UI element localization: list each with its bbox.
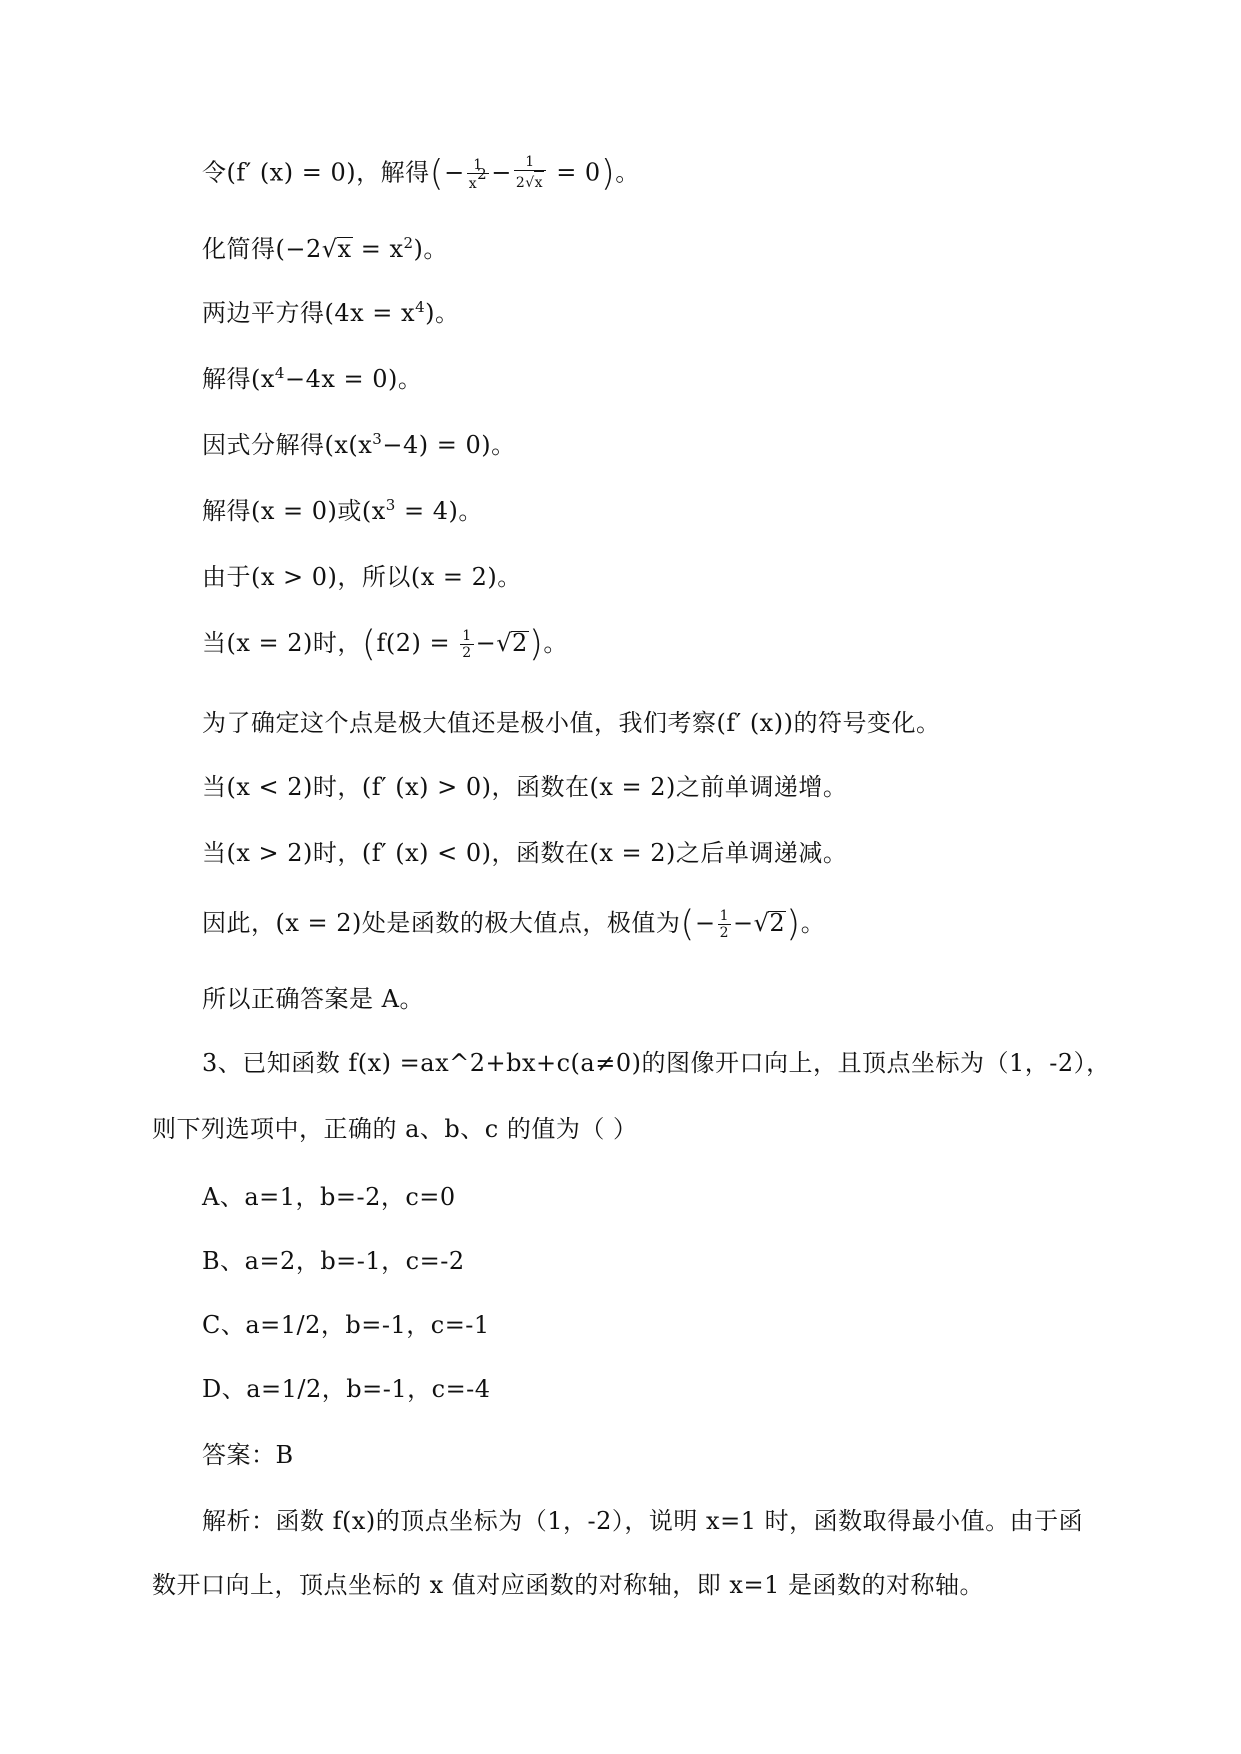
option-d [202,1372,491,1406]
den-base: x [468,175,478,192]
text: 由于(x > 0)，所以(x = 2)。 [202,563,522,591]
exponent: 2 [403,234,414,252]
text: )。 [425,299,460,327]
right-paren: ) [600,153,616,194]
minus: − [444,158,465,187]
text: 因此，(x = 2)处是函数的极大值点，极值为 [202,909,681,937]
text: 所以正确答案是 A。 [202,985,424,1013]
text: 解析：函数 f(x)的顶点坐标为（1，-2），说明 x=1 时，函数取得最小值。由于函 [202,1507,1084,1535]
fraction-2 [514,154,546,194]
solution-line-10 [202,770,847,804]
right-paren: ) [528,623,544,665]
numerator: 1 [514,154,546,171]
text: −4x = 0)。 [284,365,423,393]
text: 为了确定这个点是极大值还是极小值，我们考察(f′ (x))的符号变化。 [202,709,941,737]
denominator [467,164,489,192]
denominator: 2 [462,645,472,661]
den-coef: 2 [515,175,526,191]
text: C、a=1/2，b=-1，c=-1 [202,1311,490,1339]
text: B、a=2，b=-1，c=-2 [202,1247,465,1275]
text: 则下列选项中，正确的 a、b、c 的值为（ ） [152,1115,638,1143]
numerator: 1 [467,157,489,174]
text: 令(f′ (x) = 0)，解得 [202,158,430,187]
analysis-line-1 [202,1504,1083,1538]
exponent: 3 [385,496,396,514]
sqrt-radicand: 2 [512,629,528,657]
solution-line-3 [202,296,460,330]
question-3-line-1 [202,1046,1111,1080]
option-b [202,1244,465,1278]
solution-line-4 [202,362,422,396]
fraction [460,628,473,661]
fraction [718,908,731,941]
text: 数开口向上，顶点坐标的 x 值对应函数的对称轴，即 x=1 是函数的对称轴。 [152,1571,984,1599]
exponent: 4 [415,298,426,316]
exponent: 3 [372,430,383,448]
text: 当(x > 2)时，(f′ (x) < 0)，函数在(x = 2)之后单调递减。 [202,839,848,867]
minus: − [732,909,754,937]
numerator: 1 [462,628,472,644]
option-c [202,1308,490,1342]
period: 。 [543,629,568,657]
solution-line-13 [202,982,424,1016]
text: 化简得(−2 [202,235,322,263]
left-paren: ( [680,903,695,945]
solution-line-1 [202,154,640,194]
sqrt-radicand: x [534,171,544,194]
text: )。 [413,235,448,263]
sqrt-radicand: x [337,235,352,263]
left-paren: ( [361,623,377,665]
numerator: 1 [719,908,729,924]
solution-line-2: 化简得$(-2√x = x^2)$。 [202,234,448,263]
text: = x [352,235,404,263]
solution-line-8: 当(x = 2)时，(f(2) = $\frac{1}{2}$ −√2)。 [202,623,568,665]
solution-line-6 [202,494,483,528]
text: D、a=1/2，b=-1，c=-4 [202,1375,491,1403]
text: = 4)。 [395,497,483,525]
denominator: 2√x [514,171,546,194]
text: = 0 [548,158,601,187]
exponent: 4 [274,364,285,382]
den-exponent: 2 [477,164,488,183]
text: 当(x < 2)时，(f′ (x) > 0)，函数在(x = 2)之前单调递增。 [202,773,848,801]
period: 。 [615,158,640,187]
period: 。 [800,909,826,937]
text: 解得(x [202,365,275,393]
analysis-line-2 [152,1568,984,1602]
fraction-1 [467,157,489,192]
text: 3、已知函数 f(x) =ax^2+bx+c(a≠0)的图像开口向上，且顶点坐标为（1，-2）， [202,1049,1111,1077]
solution-line-5 [202,428,516,462]
minus: − [475,629,497,657]
sqrt-radicand: 2 [769,909,786,937]
minus: − [694,909,716,937]
text: 因式分解得(x(x [202,431,373,459]
option-a [202,1180,456,1214]
solution-line-7 [202,560,522,594]
text: 答案：B [202,1441,294,1469]
solution-line-12: 因此，(x = 2)处是函数的极大值点，极值为(− $\frac{1}{2}$ −√2)。 [202,903,826,945]
denominator: 2 [719,925,729,941]
solution-line-9 [202,706,940,740]
answer [202,1438,294,1472]
text: 当(x = 2)时， [202,629,362,657]
text: A、a=1，b=-2，c=0 [202,1183,456,1211]
text: 两边平方得(4x = x [202,299,416,327]
text: f(2) = [376,629,459,657]
left-paren: ( [429,153,445,194]
solution-line-11 [202,836,847,870]
text: 解得(x = 0)或(x [202,497,386,525]
minus: − [491,158,512,187]
text: −4) = 0)。 [382,431,516,459]
right-paren: ) [786,903,801,945]
question-3-line-2 [152,1112,638,1146]
